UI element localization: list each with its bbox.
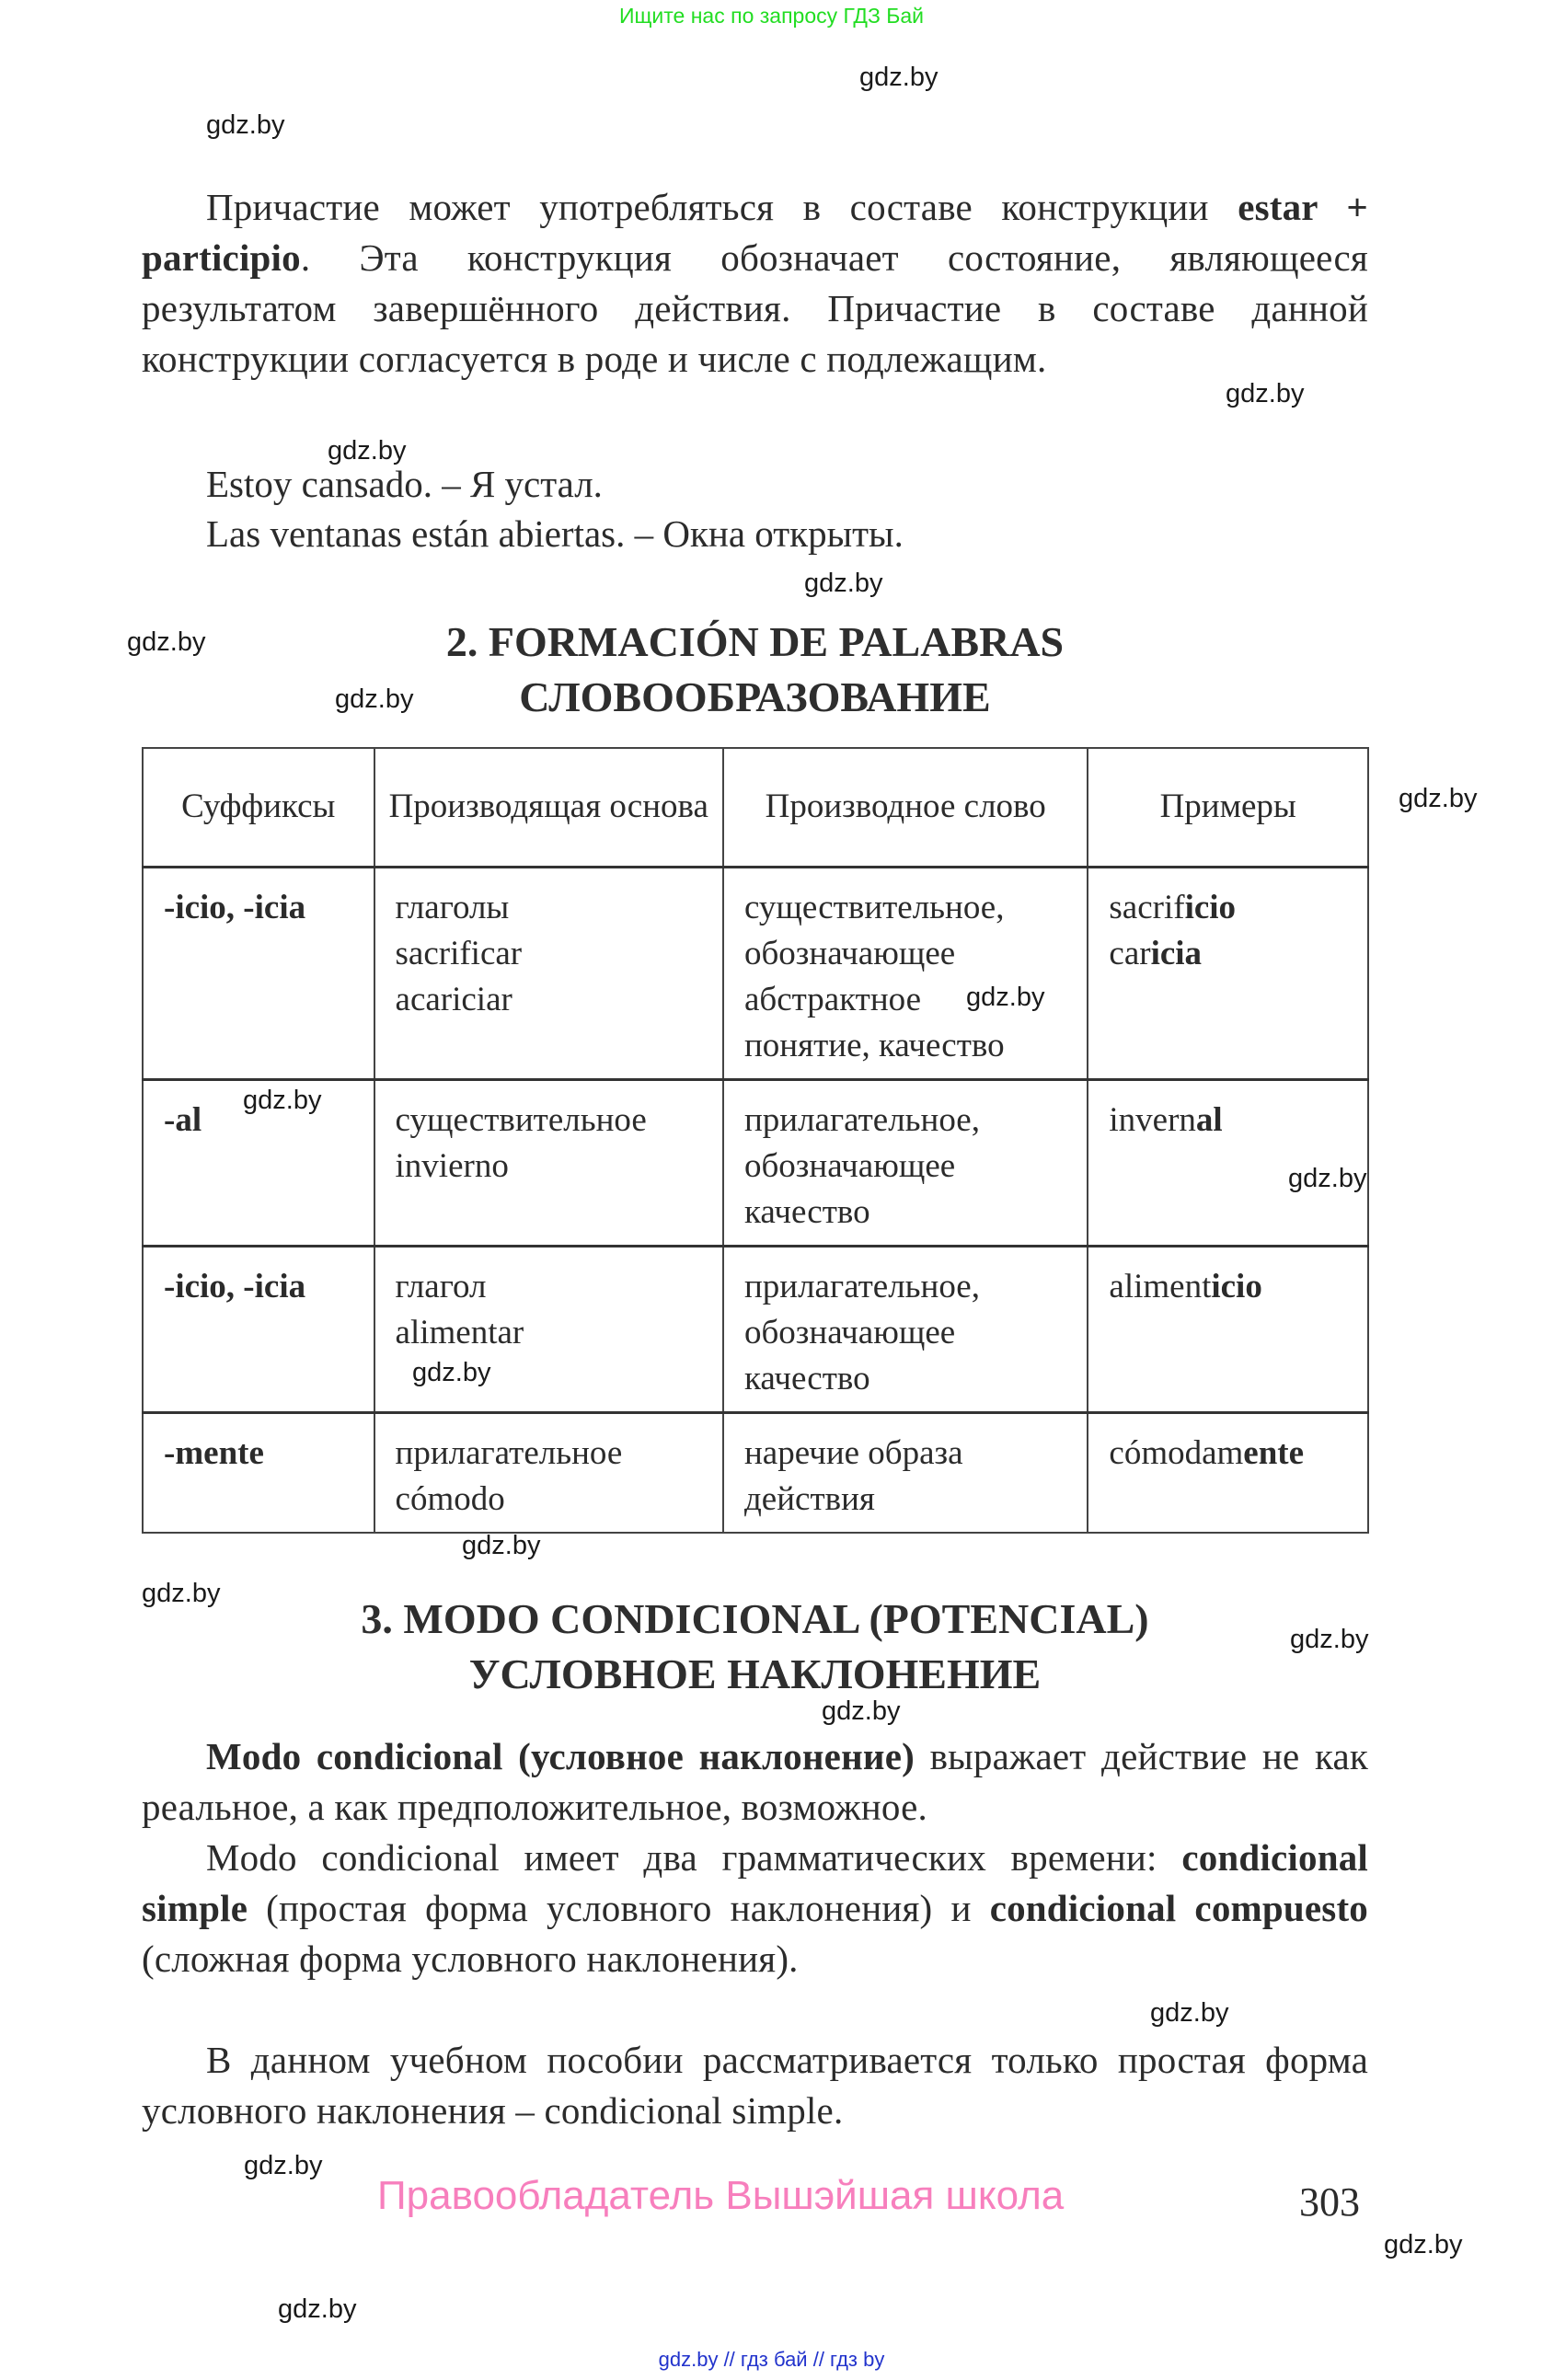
watermark: gdz.by (859, 63, 938, 92)
watermark: gdz.by (412, 1358, 491, 1387)
table-row (143, 1412, 1368, 1533)
term-condicional-simple: condicional simple (142, 1836, 1368, 1929)
table-row (143, 1079, 1368, 1246)
section-2-title (142, 615, 1368, 725)
watermark: gdz.by (804, 569, 883, 598)
example-word: alimenticio (1109, 1267, 1262, 1305)
section-2-title-ru: СЛОВООБРАЗОВАНИЕ (519, 673, 991, 720)
header-base: Производящая основа (374, 748, 723, 867)
table-row (143, 1246, 1368, 1412)
examples-cell (1088, 867, 1368, 1079)
watermark: gdz.by (243, 1086, 322, 1115)
construction-term: estar + participio (142, 186, 1368, 279)
footer-links[interactable]: gdz.by // гдз бай // гдз by (658, 2348, 885, 2371)
base-cell: прилагательное cómodo (374, 1412, 723, 1533)
example-sentence-1: Estoy cansado. – Я устал. (206, 463, 603, 505)
example-sentence-2: Las ventanas están abiertas. – Окна открыты. (206, 512, 904, 555)
watermark: gdz.by (142, 1579, 221, 1608)
section-3-title-ru: УСЛОВНОЕ НАКЛОНЕНИЕ (468, 1650, 1042, 1697)
examples-cell (1088, 1412, 1368, 1533)
example-word: cómodamente (1109, 1433, 1305, 1472)
watermark: gdz.by (278, 2294, 357, 2324)
section-3-title (142, 1592, 1368, 1702)
watermark: gdz.by (1150, 1998, 1229, 2028)
watermark: gdz.by (1226, 379, 1305, 408)
copyright-notice: Правообладатель Вышэйшая школа (377, 2173, 1065, 2218)
header-derived: Производное слово (723, 748, 1088, 867)
term-condicional-compuesto: condicional compuesto (989, 1887, 1368, 1929)
watermark: gdz.by (1384, 2230, 1463, 2259)
table-row (143, 867, 1368, 1079)
suffix-cell: -icio, -icia (143, 1246, 374, 1412)
derived-cell: наречие образа действия (723, 1412, 1088, 1533)
example-word: invernal (1109, 1100, 1223, 1139)
base-cell: существительное invierno (374, 1079, 723, 1246)
derived-cell: прилагательное, обозначающее качество (723, 1246, 1088, 1412)
header-examples: Примеры (1088, 748, 1368, 867)
suffix-cell: -icio, -icia (143, 867, 374, 1079)
conditional-term: Modo condicional (условное наклонение) (206, 1735, 915, 1777)
section-2-title-es: 2. FORMACIÓN DE PALABRAS (445, 618, 1065, 665)
word-formation-table (142, 747, 1369, 1534)
base-cell: глагол alimentar (374, 1246, 723, 1412)
watermark: gdz.by (206, 110, 285, 140)
watermark: gdz.by (244, 2151, 323, 2180)
watermark: gdz.by (1399, 784, 1478, 813)
derived-cell: прилагательное, обозначающее качество (723, 1079, 1088, 1246)
scope-paragraph: В данном учебном пособии рассматривается только простая форма условного наклонения – condicional simple. (142, 2039, 1368, 2132)
header-suffixes: Суффиксы (143, 748, 374, 867)
intro-text-a: Причастие может употребляться в составе конструкции (206, 186, 1238, 228)
watermark: gdz.by (966, 983, 1045, 1012)
intro-text-b: . Эта конструкция обозначает состояние, являющееся результатом завершённого действия. Причастие в составе данной конструкции согласуется в роде и числе с подлежащим. (142, 236, 1368, 380)
watermark: gdz.by (822, 1696, 901, 1726)
search-banner: Ищите нас по запросу ГДЗ Бай (618, 4, 925, 28)
suffix-cell: -al (143, 1079, 374, 1246)
page-number: 303 (1299, 2179, 1360, 2225)
watermark: gdz.by (335, 684, 414, 714)
watermark: gdz.by (1288, 1164, 1367, 1193)
examples-cell (1088, 1246, 1368, 1412)
example-word: caricia (1109, 934, 1203, 972)
base-cell: глаголы sacrificar acariciar (374, 867, 723, 1079)
intro-paragraph (142, 182, 1368, 385)
derived-cell: существительное, обозначающее абстрактное понятие, качество (723, 867, 1088, 1079)
conditional-definition-paragraph: Modo condicional (условное наклонение) выражает действие не как реальное, а как предположительное, возможное. (142, 1735, 1368, 1828)
section-3-title-es: 3. MODO CONDICIONAL (POTENCIAL) (361, 1595, 1149, 1642)
watermark: gdz.by (328, 436, 407, 466)
examples-cell (1088, 1079, 1368, 1246)
table-header-row (143, 748, 1368, 867)
conditional-tenses-paragraph: Modo condicional имеет два грамматических времени: condicional simple (простая форма условного наклонения) и condicional compuesto (сложная форма условного наклонения). (142, 1836, 1368, 1980)
watermark: gdz.by (462, 1531, 541, 1560)
watermark: gdz.by (127, 627, 206, 657)
suffix-cell: -mente (143, 1412, 374, 1533)
example-word: sacrificio (1109, 888, 1237, 926)
watermark: gdz.by (1290, 1625, 1369, 1654)
